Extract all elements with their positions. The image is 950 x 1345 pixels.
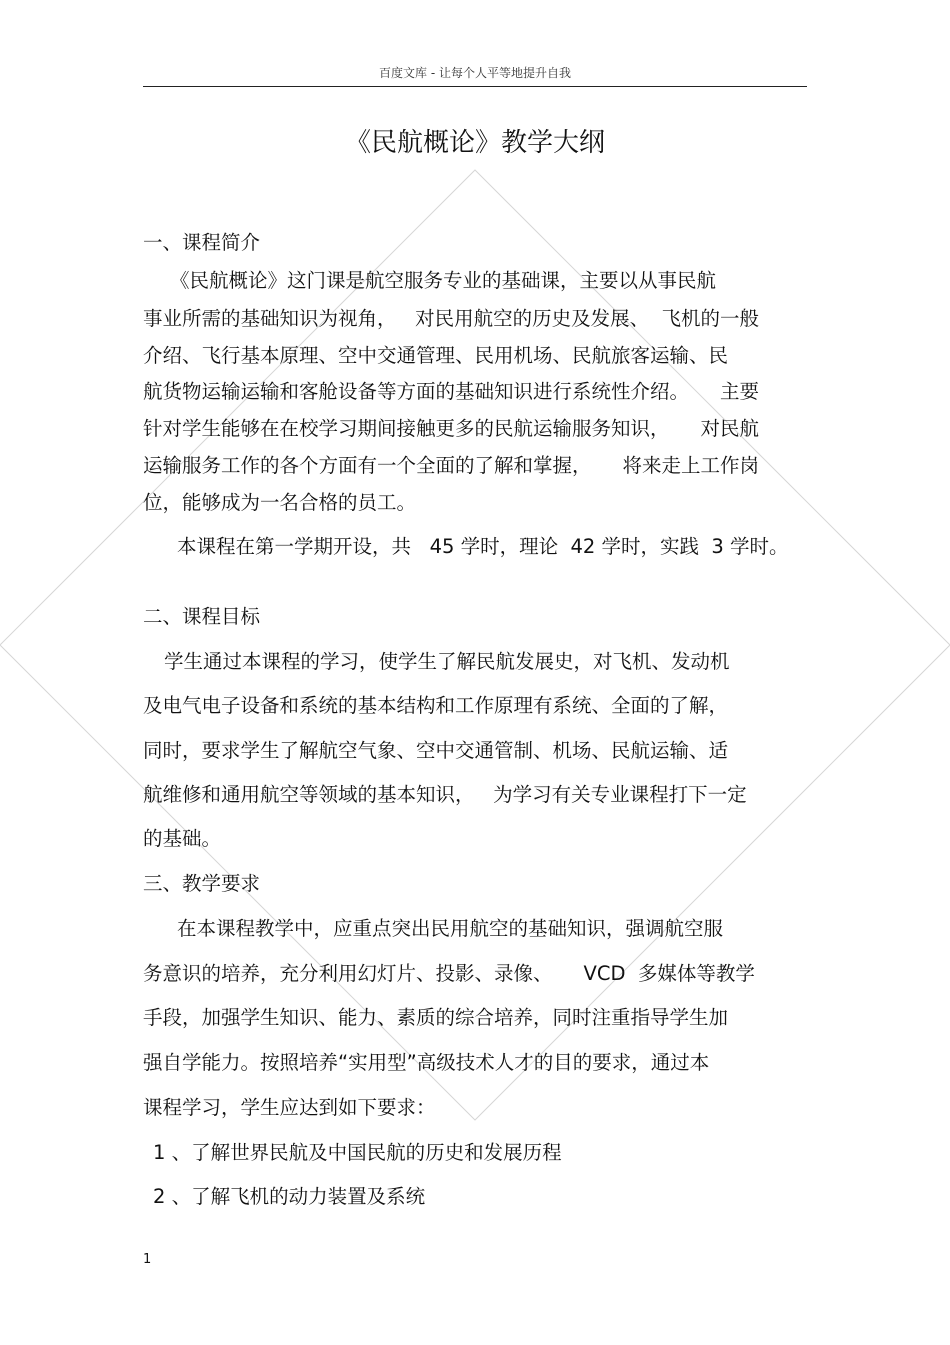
paragraph-line: 课程学习，学生应达到如下要求：	[143, 1096, 436, 1119]
section-heading-course-goals: 二、课程目标	[143, 605, 261, 628]
paragraph-line: 的基础。	[143, 827, 222, 850]
page-header: 百度文库 - 让每个人平等地提升自我	[379, 66, 571, 80]
list-item: 1 、了解世界民航及中国民航的历史和发展历程	[153, 1141, 562, 1164]
section-heading-course-intro: 一、课程简介	[143, 231, 261, 254]
paragraph-line: 手段，加强学生知识、能力、素质的综合培养，同时注重指导学生加	[143, 1006, 729, 1029]
section-heading-teaching-requirements: 三、教学要求	[143, 872, 261, 895]
paragraph-line: 针对学生能够在在校学习期间接触更多的民航运输服务知识， 对民航	[143, 417, 759, 440]
paragraph-line: 同时，要求学生了解航空气象、空中交通管制、机场、民航运输、适	[143, 739, 729, 762]
header-divider	[143, 86, 807, 87]
paragraph-line: 务意识的培养，充分利用幻灯片、投影、录像、 VCD 多媒体等教学	[143, 962, 755, 985]
list-item: 2 、了解飞机的动力装置及系统	[153, 1185, 426, 1208]
paragraph-line: 航维修和通用航空等领域的基本知识， 为学习有关专业课程打下一定	[143, 783, 747, 806]
paragraph-line: 位，能够成为一名合格的员工。	[143, 491, 417, 514]
paragraph-line: 航货物运输运输和客舱设备等方面的基础知识进行系统性介绍。 主要	[143, 380, 759, 403]
paragraph-line: 强自学能力。按照培养“实用型”高级技术人才的目的要求，通过本	[143, 1051, 710, 1074]
paragraph-line: 运输服务工作的各个方面有一个全面的了解和掌握， 将来走上工作岗	[143, 454, 759, 477]
paragraph-line: 在本课程教学中，应重点突出民用航空的基础知识，强调航空服	[177, 917, 724, 940]
paragraph-line: 介绍、飞行基本原理、空中交通管理、民用机场、民航旅客运输、民	[143, 344, 729, 367]
document-title: 《民航概论》教学大纲	[344, 128, 605, 158]
page-number: 1	[143, 1252, 152, 1267]
paragraph-line: 事业所需的基础知识为视角， 对民用航空的历史及发展、 飞机的一般	[143, 307, 759, 330]
paragraph-line: 《民航概论》这门课是航空服务专业的基础课，主要以从事民航	[170, 269, 717, 292]
paragraph-line: 本课程在第一学期开设，共 45 学时，理论 42 学时，实践 3 学时。	[177, 535, 789, 558]
paragraph-line: 学生通过本课程的学习，使学生了解民航发展史，对飞机、发动机	[164, 650, 730, 673]
paragraph-line: 及电气电子设备和系统的基本结构和工作原理有系统、全面的了解，	[143, 694, 729, 717]
